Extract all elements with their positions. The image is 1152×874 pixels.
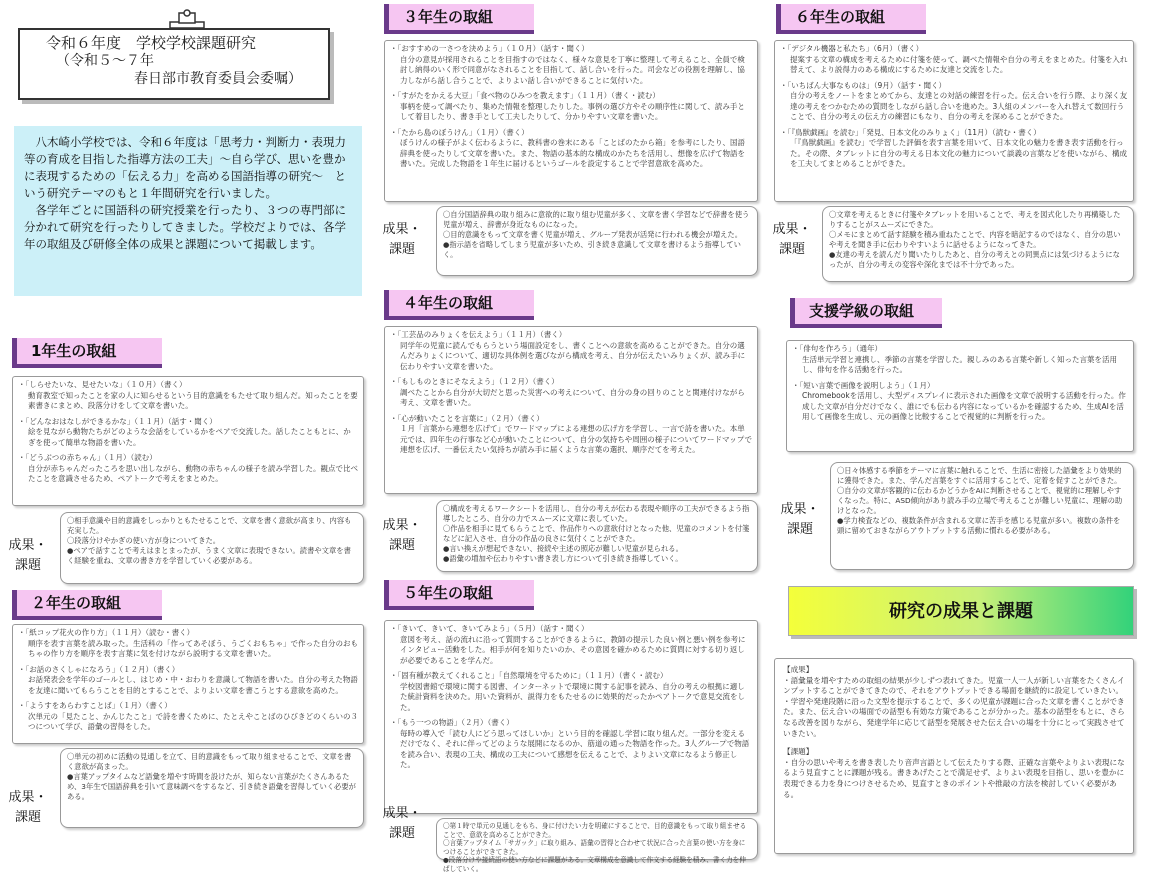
title-line-2: （令和５～７年 — [56, 53, 154, 69]
grade2-header: ２年生の取組 — [12, 590, 162, 620]
title-line-1: 令和６年度 学校学校課題研究 — [46, 34, 257, 52]
grade5-results: 〇第１時で単元の見通しをもち、身に付けたい力を明確にすることで、目的意識をもって取り組ませることで、意欲を高めることができた。 〇言葉アップタイム「サガック」に取り組み、語彙の習得と合わせて状況に合った言葉の使い方を身につけることができてきた。 ●段落分けや接続語の使い方などに課題がある。文章構成を意識して作文する経験を積み、書く力を伸ばしていく。 — [436, 818, 758, 860]
grade4-item-1: ・「工芸品のみりょくを伝えよう」（１１月）（書く） 同学年の児童に読んでもらうという場面設定をし、書くことへの意欲を高めることができた。自分の選んだみりょくについて、適切な具体例を選びながら構成を考え、自分が伝えたいみりょくが、読み手に伝わりやすい文章を書いた。 — [390, 330, 746, 371]
grade3-panel — [384, 40, 758, 202]
grade5-item-3: ・「もう一つの物語」（２月）（書く） 毎時の導入で「読む人にどう思ってほしいか」という目的を確認し学習に取り組んだ。一部分を変えるだけでなく、それに伴ってどのような展開になるのか、筋道の通った物語を作った。3人グループで物語を読み合い、表現の工夫、構成の工夫について感想を伝えることで、よりよい文章になるよう修正した。 — [390, 718, 750, 769]
support-class-panel — [786, 340, 1134, 452]
grade1-result-label: 成果・ 課題 — [8, 538, 48, 573]
grade6-results: 〇文章を考えるときに付箋やタブレットを用いることで、考えを図式化したり再構築したりすることがスムーズにできた。 〇メモにまとめて話す経験を積み重ねたことで、内容を暗記するのではなく、自分の思いや考えを聞き手に伝わりやすいように話せるようになってきた。 ●友達の考えを読んだり聞いたりしたあと、自分の考えとの同異点には気づけるようになったが、自分の考えの変容や深化までは不十分であった。 — [822, 206, 1134, 282]
support-class-header: 支援学級の取組 — [790, 298, 942, 328]
grade6-item-1: ・「デジタル機器と私たち」（6月）（書く） 提案する文章の構成を考えるために付箋を使って、調べた情報や自分の考えをまとめた。付箋を入れ替えて、より説得力のある構成にするために友達と交流をした。 — [780, 44, 1128, 74]
grade3-item-2: ・「すがたをかえる大豆」「食べ物のひみつを教えます」（１１月）（書く・読む） 事柄を使って調べたり、集めた情報を整理したりした。事例の選び方やその順序性に関して、読み手として着目したり、書き手として工夫したりして、分かりやすい文章を書いた。 — [390, 91, 745, 121]
grade4-result-label: 成果・ 課題 — [382, 518, 422, 553]
grade2-results: 〇単元の初めに活動の見通しを立て、目的意識をもって取り組ませることで、文章を書く意欲が高まった。 ●言葉アップタイムなど語彙を増やす時間を設けたが、知らない言葉がたくさんあるため、3年生で国語辞典を引いて意味調べをするなど、引き続き語彙を習得していく必要がある。 — [60, 748, 364, 828]
grade5-panel — [384, 620, 758, 814]
title-line-3: 春日部市教育委員会委嘱） — [134, 71, 302, 87]
research-outcomes-box — [774, 658, 1134, 854]
clipboard-clip-icon — [170, 8, 204, 30]
grade6-item-3: ・「『鳥獣戯画』を読む」「発見、日本文化のみりょく」（11月）（読む・書く） 「『鳥獣戯画』を読む」で学習した評価を表す言葉を用いて、日本文化の魅力を書き表す活動を行った。その際、タブレットに自分の考える日本文化の魅力について談義の言葉などを使いながら、構成を工夫してまとめることができた。 — [780, 127, 1127, 168]
grade3-result-label: 成果・ 課題 — [382, 222, 422, 257]
grade2-item-1: ・「紙コップ花火の作り方」（１１月）（読む・書く） 順序を表す言葉を読み取った。生活科の「作ってあそぼう、うごくおもちゃ」で作った自分のおもちゃの作り方を順序を表す言葉に気を付けながら説明する文章を書いた。 — [18, 628, 358, 658]
issues-line-1: ・自分の思いや考えを書き表したり音声言語として伝えたりする際、正確な言葉やよりよい表現になるよう見直すことに課題が残る。書きあげたことで満足せず、よりよい表現を目指し、思いを豊かに表現できる力を身につけさせるため、見直すときのポイントや推敲の方法を検討していく必要がある。 — [783, 757, 1125, 799]
grade5-item-2: ・「固有種が教えてくれること」「自然環境を守るために」（１１月）（書く・読む） 学校図書館で環境に関する図書、インターネットで環境に関する記事を読み、自分の考えの根拠に適した統計資料を決めた。用いた資料が、説得力をもたせるのに効果的だったかペアトークで意見交流をした。 — [390, 671, 745, 712]
support-results: 〇日々体感する季節をテーマに言葉に触れることで、生活に密接した語彙をより効果的に獲得できた。また、学んだ言葉をすぐに活用することで、定着を促すことができた。 〇自分の文章が客観的に伝わるかどうかをAIに判断させることで、視覚的に理解しやすくなった。特に、ASD傾向があり読み手の立場で考えることが難しい児童に、理解の助けとなった。 ●学力検査などの、複数条件が含まれる文章に苦手を感じる児童が多い。複数の条件を頭に留めておきながらアウトプットする活動に慣れる必要がある。 — [830, 462, 1134, 570]
grade3-results: 〇自分国語辞典の取り組みに意欲的に取り組む児童が多く、文章を書く学習などで辞書を使う児童が増え、辞書が身近なものになった。 〇目的意識をもって文章を書く児童が増え、グループ発表が活発に行われる機会が増えた。 ●指示語を省略してしまう児童が多いため、引き続き意識して文章を書けるよう指導していく。 — [436, 206, 758, 276]
grade2-item-3: ・「ようすをあらわすことば」（１月）（書く） 次単元の「見たこと、かんじたこと」で詩を書くために、たとえやことばのひびきどのくらいの３つについて学び、語彙の習得をした。 — [18, 701, 358, 731]
intro-box — [14, 126, 362, 296]
grade1-item-2: ・「どんなおはなしができるかな」（１１月）（話す・聞く） 絵を見ながら動物たちがどのような会話をしているかをペアで交流した。話したこともとに、かぎを使って簡単な物語を書いた。 — [18, 416, 351, 447]
grade6-result-label: 成果・ 課題 — [772, 222, 812, 257]
outcomes-heading: 【成果】 — [783, 665, 814, 674]
grade4-item-3: ・「心が動いたことを言葉に」（２月）（書く） １月「言葉から連想を広げて」でワードマップによる連想の広げ方を学習し、一言で詩を書いた。本単元では、四年生の行事など心が動いたことについて、自分の気持ちや周囲の様子についてワードマップで連想を広げ、一番伝えたい気持ちが読み手に届くような言葉の選択、順序だてを考えた。 — [390, 413, 752, 454]
grade5-item-1: ・「きいて、きいて、きいてみよう」（５月）（話す・聞く） 意図を考え、話の流れに沿って質問することができるように、教師の提示した良い例と悪い例を参考にインタビュー活動をした。相手が何を知りたいのか、その意図を確かめるために質問に対する切り返しが必要であることを学んだ。 — [390, 624, 746, 665]
grade1-header: 1年生の取組 — [12, 338, 162, 368]
intro-paragraph-2: 各学年ごとに国語科の研究授業を行ったり、３つの専門部に分かれて研究を行ったりしてきました。学校だよりでは、各学年の取組及び研修全体の成果と課題について掲載します。 — [24, 203, 346, 251]
grade1-panel — [12, 376, 364, 506]
outcomes-line-2: ・学習や発達段階に沿った文型を提示することで、多くの児童が課題に合った文章を書くことができた。また、伝え合いの場面での話型も有効な方策であることが分かった。基本の話型をもとに、さらなる改善を図りながら、発達学年に応じて話型を発展させた伝え合いの場を十分にとって実践させていきたい。 — [783, 696, 1125, 738]
grade1-item-3: ・「どうぶつの赤ちゃん」（１月）（読む） 自分が赤ちゃんだったころを思い出しながら、動物の赤ちゃんの様子を読み学習した。観点で比べたことを意識させるため、ペアトークで考えをまとめた。 — [18, 453, 358, 483]
grade4-results: 〇構成を考えるワークシートを活用し、自分の考えが伝わる表現や順序の工夫ができるよう指導したところ、自分の力でスムーズに文章に表していた。 〇作品を相手に見てもらうことで、作品作りへの意欲付けとなった他、児童のコメントを付箋などに記入させ、自分の作品の良さに気付くことができた。 ●言い換えが想起できない、接続や主述の照応が難しい児童が見られる。 ●語彙の増加や伝わりやすい書き表し方について引き続き指導していく。 — [436, 500, 758, 572]
title-card — [18, 28, 330, 100]
intro-paragraph-1: 八木崎小学校では、令和６年度は「思考力・判断力・表現力等の育成を目指した指導方法の工夫」～自ら学び、思いを豊かに表現するための「伝える力」を高める国語指導の研究～ という研究テーマのもと１年間研究を行いました。 — [24, 135, 346, 200]
grade5-header: ５年生の取組 — [384, 580, 534, 610]
grade3-item-1: ・「おすすめの一さつを決めよう」（１０月）（話す・聞く） 自分の意見が採用されることを目指すのではなく、様々な意見を丁寧に整理して考えること、全員で検討し納得のいく形で同意がなされることを目指して、話し合いを行った。司会などの役割を理解し、協力しながら話し合うことで、よりよい話し合いができることに気付いた。 — [390, 44, 745, 85]
grade3-item-3: ・「たから島のぼうけん」（１月）（書く） ぼうけんの様子がよく伝わるように、教科書の巻末にある「ことばのたから箱」を参考にしたり、国語辞典を使ったりして文章を書いた。また、物語の基本的な構成のかたちを活用し、想像を広げて物語を書いた。完成した物語を１年生に届けるというゴールを設定することで学習意欲を高めた。 — [390, 127, 745, 168]
grade2-item-2: ・「お話のさくしゃになろう」（１２月）（書く） お話発表会を学年のゴールとし、はじめ・中・おわりを意識して物語を書いた。自分の考えた物語を友達に聞いてもらうことを目的とすることで、よりよい文章を書こうとする意欲を高めた。 — [18, 664, 358, 695]
grade6-header: ６年生の取組 — [776, 4, 926, 34]
grade2-result-label: 成果・ 課題 — [8, 790, 48, 825]
research-outcomes-banner: 研究の成果と課題 — [788, 586, 1134, 636]
grade1-item-1: ・「しらせたいな、見せたいな」（１０月）（書く） 動育教室で知ったことを家の人に知らせるという目的意識をもたせて取り組んだ。知ったことを要素書きにまとめ、段落分けをして文章を書いた。 — [18, 380, 358, 410]
support-result-label: 成果・ 課題 — [780, 502, 820, 537]
support-item-2: ・「短い言葉で画像を説明しよう」（１月） Chromebookを活用し、大型ディスプレイに表示された画像を文章で説明する活動を行った。作成した文章が自分だけでなく、誰にでも伝わる内容になっているかを確認するため、生成AIを活用して画像を生成し、元の画像と比較することで視覚的に判断を行った。 — [792, 380, 1126, 421]
outcomes-line-1: ・語彙量を増やすための取組の結果が少しずつ表れてきた。児童一人一人が新しい言葉をたくさんインプットすることができてきたので、それをアウトプットできる場面を継続的に設定していきたい。 — [783, 675, 1125, 696]
grade4-panel — [384, 326, 758, 494]
grade2-panel — [12, 624, 364, 744]
grade4-item-2: ・「もしものときにそなえよう」（１２月）（書く） 調べたことから自分が大切だと思った災害への考えについて、自分の身の回りのことと関連付けながら考え、文章を書いた。 — [390, 377, 745, 407]
support-item-1: ・「俳句を作ろう」（通年） 生活単元学習と連携し、季節の言葉を学習した。親しみのある言葉や新しく知った言葉を活用し、俳句を作る活動を行った。 — [792, 344, 1117, 374]
grade6-panel — [774, 40, 1134, 202]
grade1-results: 〇相手意識や目的意識をしっかりともたせることで、文章を書く意欲が高まり、内容も充実した。 〇段落分けやかぎの使い方が身についてきた。 ●ペアで話すことで考えはまとまったが、うまく文章に表現できない。読書や文章を書く経験を重ね、文章の書き方を学習していく必要がある。 — [60, 512, 364, 584]
issues-heading: 【課題】 — [783, 747, 814, 757]
grade5-result-label: 成果・ 課題 — [382, 806, 422, 841]
grade4-header: ４年生の取組 — [384, 290, 534, 320]
grade3-header: ３年生の取組 — [384, 4, 534, 34]
grade6-item-2: ・「いちばん大事なものは」（9月）（話す・聞く） 自分の考えをノートをまとめてから、友達との対話の練習を行った。伝え合いを行う際、より深く友達の考えをつかむための質問をしながら話し合いを進めた。3人組のメンバーを入れ替えて数回行うことで、自分の考えの伝え方の練習にもなり、自分の考えを深めることができた。 — [780, 80, 1128, 121]
